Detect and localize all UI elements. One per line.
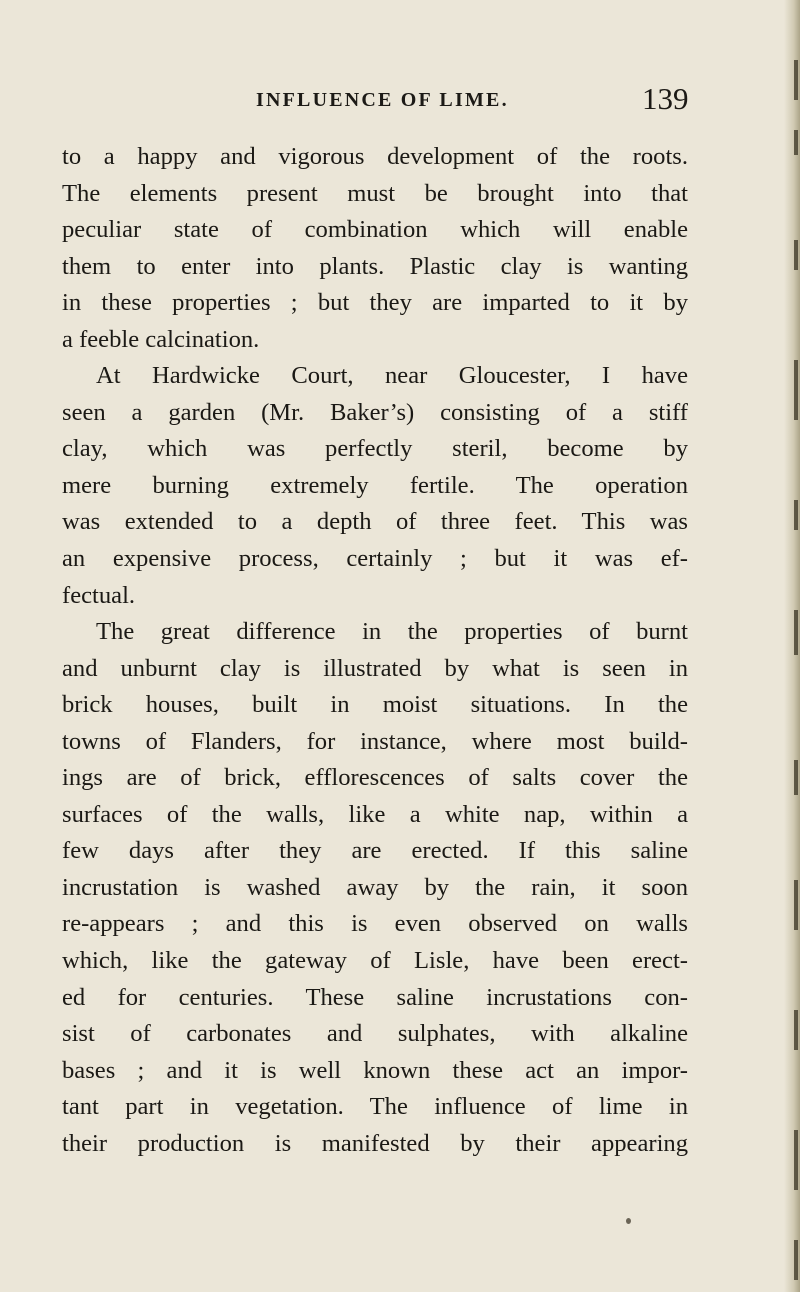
edge-mark: [794, 360, 798, 420]
edge-mark: [794, 1130, 798, 1190]
edge-mark: [794, 240, 798, 270]
text-line: them to enter into plants. Plastic clay is wanting: [62, 252, 688, 280]
text-line: peculiar state of combination which will enable: [62, 216, 688, 244]
text-line: surfaces of the walls, like a white nap, within a: [62, 800, 688, 828]
text-line: tant part in vegetation. The influence of lime in: [62, 1093, 688, 1121]
text-line: At Hardwicke Court, near Gloucester, I have: [96, 362, 688, 390]
page-header: [0, 81, 800, 122]
text-line: their production is manifested by their appearing: [62, 1129, 688, 1157]
text-line: incrustation is washed away by the rain, it soon: [62, 873, 688, 901]
edge-mark: [794, 130, 798, 155]
text-line: few days after they are erected. If this saline: [62, 837, 688, 865]
page-edge-shadow: [784, 0, 800, 1292]
text-line: The great difference in the properties of burnt: [96, 618, 688, 646]
text-line: fectual.: [62, 581, 136, 609]
edge-mark: [794, 610, 798, 655]
text-line: mere burning extremely fertile. The operation: [62, 471, 688, 499]
edge-mark: [794, 1240, 798, 1280]
text-line: ings are of brick, efflorescences of salts cover the: [62, 764, 688, 792]
text-line: clay, which was perfectly steril, become by: [62, 435, 688, 463]
text-line: towns of Flanders, for instance, where most build-: [62, 727, 688, 755]
text-line: was extended to a depth of three feet. This was: [62, 508, 688, 536]
page-number: 139: [642, 81, 689, 116]
text-line: seen a garden (Mr. Baker’s) consisting of a stiff: [62, 398, 688, 426]
running-head: INFLUENCE OF LIME.: [256, 89, 509, 111]
text-line: bases ; and it is well known these act an impor-: [62, 1056, 688, 1084]
body-text: [62, 139, 688, 1162]
text-line: in these properties ; but they are imparted to it by: [62, 289, 688, 317]
text-line: a feeble calcination.: [62, 325, 260, 353]
text-line: ed for centuries. These saline incrustations con-: [62, 983, 688, 1011]
ink-speck: [626, 1218, 631, 1224]
text-line: re-appears ; and this is even observed on walls: [62, 910, 688, 938]
edge-mark: [794, 760, 798, 795]
text-line: brick houses, built in moist situations. In the: [62, 691, 688, 719]
text-line: an expensive process, certainly ; but it was ef-: [62, 545, 688, 573]
edge-mark: [794, 880, 798, 930]
edge-mark: [794, 500, 798, 530]
text-line: to a happy and vigorous development of the roots.: [62, 143, 688, 170]
text-line: which, like the gateway of Lisle, have been erect-: [62, 947, 688, 975]
text-line: The elements present must be brought into that: [62, 179, 688, 207]
text-line: sist of carbonates and sulphates, with alkaline: [62, 1020, 688, 1048]
text-line: and unburnt clay is illustrated by what is seen in: [62, 654, 688, 682]
edge-mark: [794, 1010, 798, 1050]
